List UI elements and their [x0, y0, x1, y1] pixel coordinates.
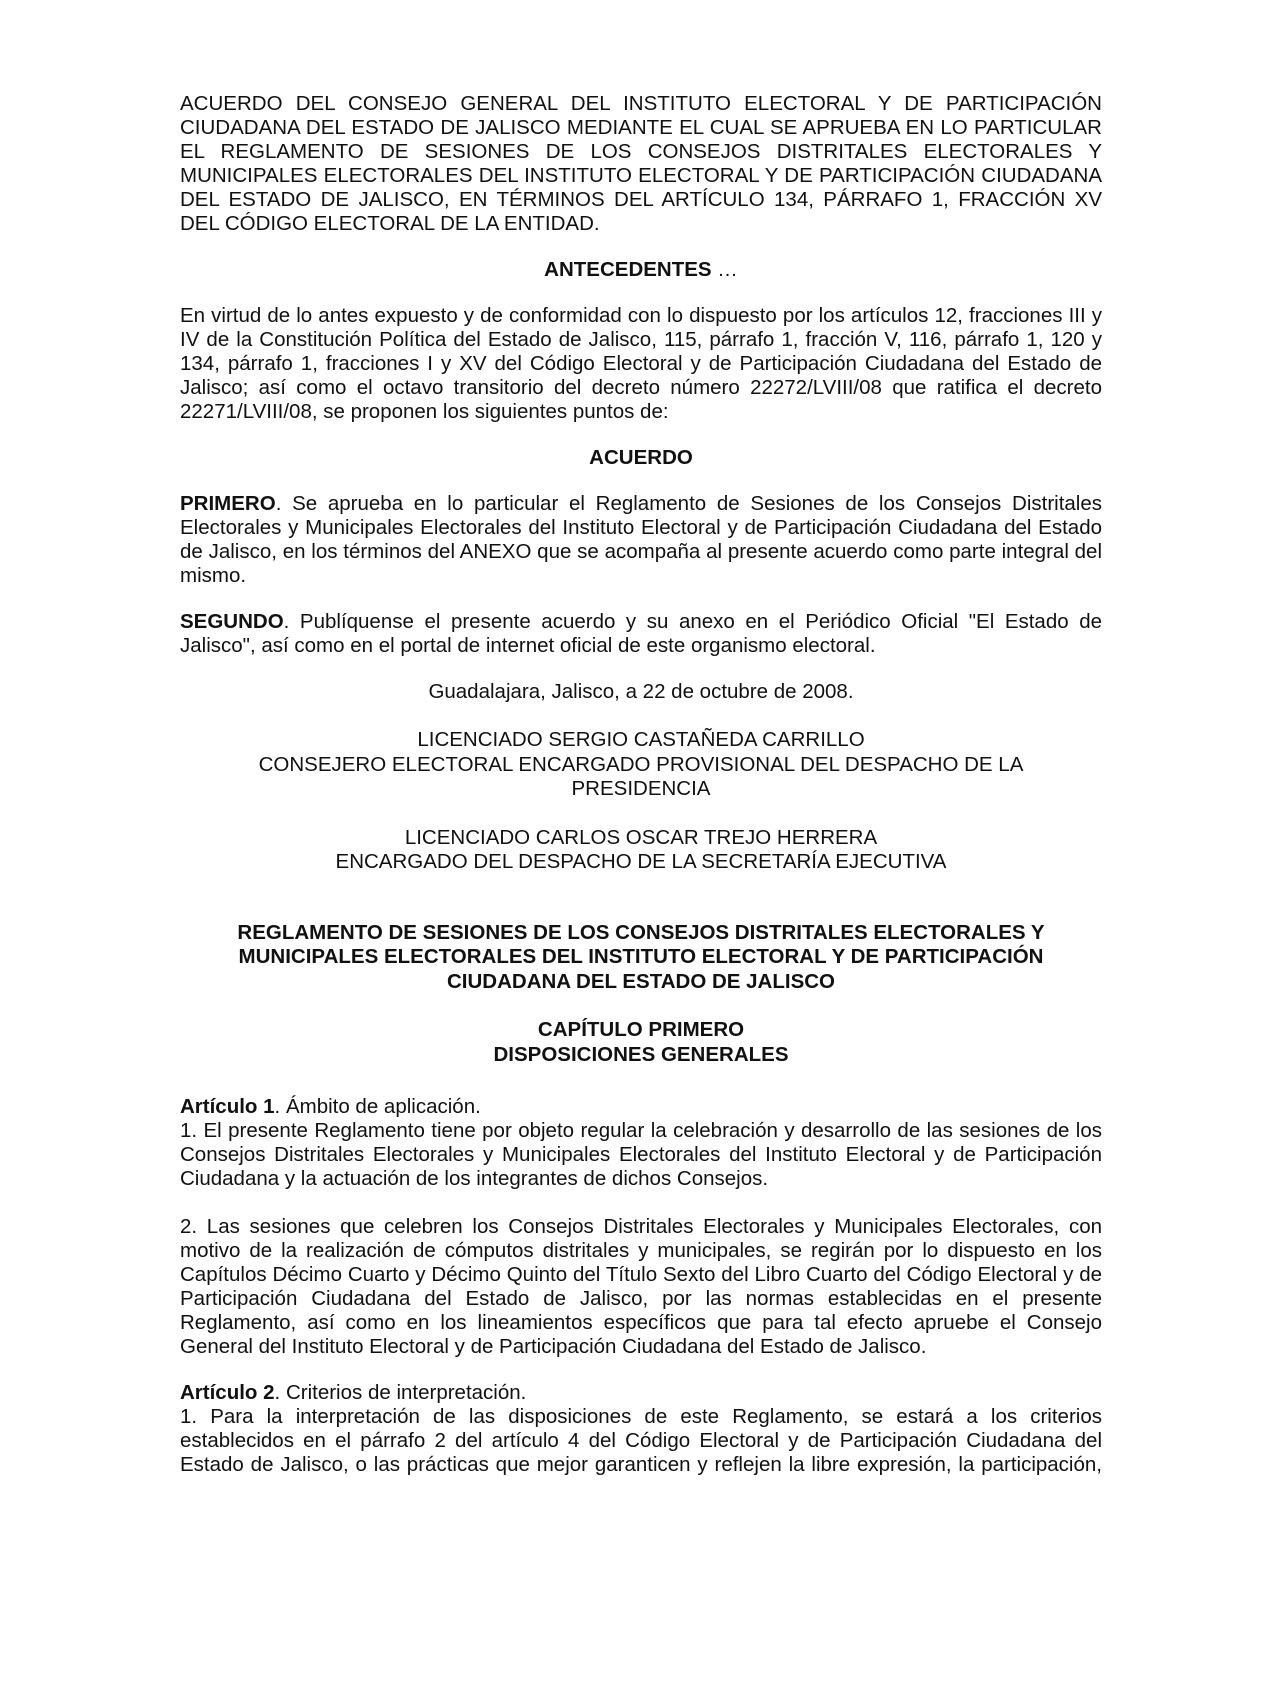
primero-text: . Se aprueba en lo particular el Reglamento de Sesiones de los Consejos Distritales Electorales y Municipales Electorales del Instituto Electoral y de Participación Ciudadana del Estado de Jalisco, en los términos del ANEXO que se acompaña al presente acuerdo como parte integral del mismo. [180, 492, 1102, 587]
articulo-1-paragraph-2: 2. Las sesiones que celebren los Consejos Distritales Electorales y Municipales Electorales, con motivo de la realización de cómputos distritales y municipales, se regirán por lo dispuesto en los Capítulos Décimo Cuarto y Décimo Quinto del Título Sexto del Libro Cuarto del Código Electoral y de Participación Ciudadana del Estado de Jalisco, por las normas establecidas en el presente Reglamento, así como en los lineamientos específicos que para tal efecto apruebe el Consejo General del Instituto Electoral y de Participación Ciudadana del Estado de Jalisco. [180, 1215, 1102, 1358]
signatory-block-1 [180, 728, 1102, 802]
preamble-paragraph: En virtud de lo antes expuesto y de conformidad con lo dispuesto por los artículos 12, fracciones III y IV de la Constitución Política del Estado de Jalisco, 115, párrafo 1, fracción V, 116, párrafo 1, 120 y 134, párrafo 1, fracciones I y XV del Código Electoral y de Participación Ciudadana del Estado de Jalisco; así como el octavo transitorio del decreto número 22272/LVIII/08 que ratifica el decreto 22271/LVIII/08, se proponen los siguientes puntos de: [180, 304, 1102, 423]
articulo-2-paragraph-1: 1. Para la interpretación de las disposiciones de este Reglamento, se estará a los criterios establecidos en el párrafo 2 del artículo 4 del Código Electoral y de Participación Ciudadana del Estado de Jalisco, o las prácticas que mejor garanticen y reflejen la libre expresión, la participación, [180, 1405, 1102, 1476]
acuerdo-heading: ACUERDO [589, 446, 693, 469]
antecedentes-label: ANTECEDENTES [544, 258, 712, 281]
antecedentes-ellipsis: … [711, 258, 738, 281]
chapter-heading [180, 1018, 1102, 1067]
antecedentes-heading [180, 258, 1102, 282]
document-title: ACUERDO DEL CONSEJO GENERAL DEL INSTITUTO ELECTORAL Y DE PARTICIPACIÓN CIUDADANA DEL ESTADO DE JALISCO MEDIANTE EL CUAL SE APRUEBA EN LO PARTICULAR EL REGLAMENTO DE SESIONES DE LOS CONSEJOS DISTRITALES ELECTORALES Y MUNICIPALES ELECTORALES DEL INSTITUTO ELECTORAL Y DE PARTICIPACIÓN CIUDADANA DEL ESTADO DE JALISCO, EN TÉRMINOS DEL ARTÍCULO 134, PÁRRAFO 1, FRACCIÓN XV DEL CÓDIGO ELECTORAL DE LA ENTIDAD. [180, 92, 1102, 235]
chapter-title: DISPOSICIONES GENERALES [493, 1042, 789, 1066]
signatory-2-name: LICENCIADO CARLOS OSCAR TREJO HERRERA [404, 825, 878, 849]
signatory-1-name: LICENCIADO SERGIO CASTAÑEDA CARRILLO [417, 728, 865, 751]
articulo-1-paragraph-1: 1. El presente Reglamento tiene por objeto regular la celebración y desarrollo de las sesiones de los Consejos Distritales Electorales y Municipales Electorales del Instituto Electoral y de Participación Ciudadana y la actuación de los integrantes de dichos Consejos. [180, 1119, 1102, 1190]
place-date: Guadalajara, Jalisco, a 22 de octubre de 2008. [428, 680, 854, 703]
articulo-1-heading [180, 1095, 1102, 1119]
reglamento-title [180, 921, 1102, 995]
reglamento-title-line-2: MUNICIPALES ELECTORALES DEL INSTITUTO ELECTORAL Y DE PARTICIPACIÓN [238, 945, 1044, 968]
signatory-2-role-line-1: ENCARGADO DEL DESPACHO DE LA SECRETARÍA EJECUTIVA [335, 850, 947, 873]
articulo-1-label: Artículo 1 [180, 1095, 275, 1118]
segundo-text: . Publíquense el presente acuerdo y su anexo en el Periódico Oficial "El Estado de Jalisco", así como en el portal de internet oficial de este organismo electoral. [180, 610, 1102, 657]
segundo-label: SEGUNDO [180, 610, 284, 633]
articulo-1 [180, 1095, 1102, 1191]
primero-paragraph [180, 492, 1102, 588]
reglamento-title-line-1: REGLAMENTO DE SESIONES DE LOS CONSEJOS DISTRITALES ELECTORALES Y [237, 920, 1045, 944]
articulo-2-label: Artículo 2 [180, 1381, 275, 1404]
articulo-2 [180, 1381, 1102, 1477]
signatory-1-role-line-2: PRESIDENCIA [571, 777, 711, 800]
articulo-2-title: . Criterios de interpretación. [274, 1381, 527, 1404]
segundo-paragraph [180, 610, 1102, 658]
primero-label: PRIMERO [180, 492, 276, 515]
document-page [180, 92, 1102, 1501]
articulo-2-heading [180, 1381, 1102, 1405]
reglamento-title-line-3: CIUDADANA DEL ESTADO DE JALISCO [446, 969, 835, 993]
chapter-label: CAPÍTULO PRIMERO [537, 1018, 745, 1041]
articulo-1-title: . Ámbito de aplicación. [274, 1095, 481, 1118]
signatory-block-2 [180, 826, 1102, 875]
signatory-1-role-line-1: CONSEJERO ELECTORAL ENCARGADO PROVISIONAL DEL DESPACHO DE LA [258, 752, 1024, 776]
